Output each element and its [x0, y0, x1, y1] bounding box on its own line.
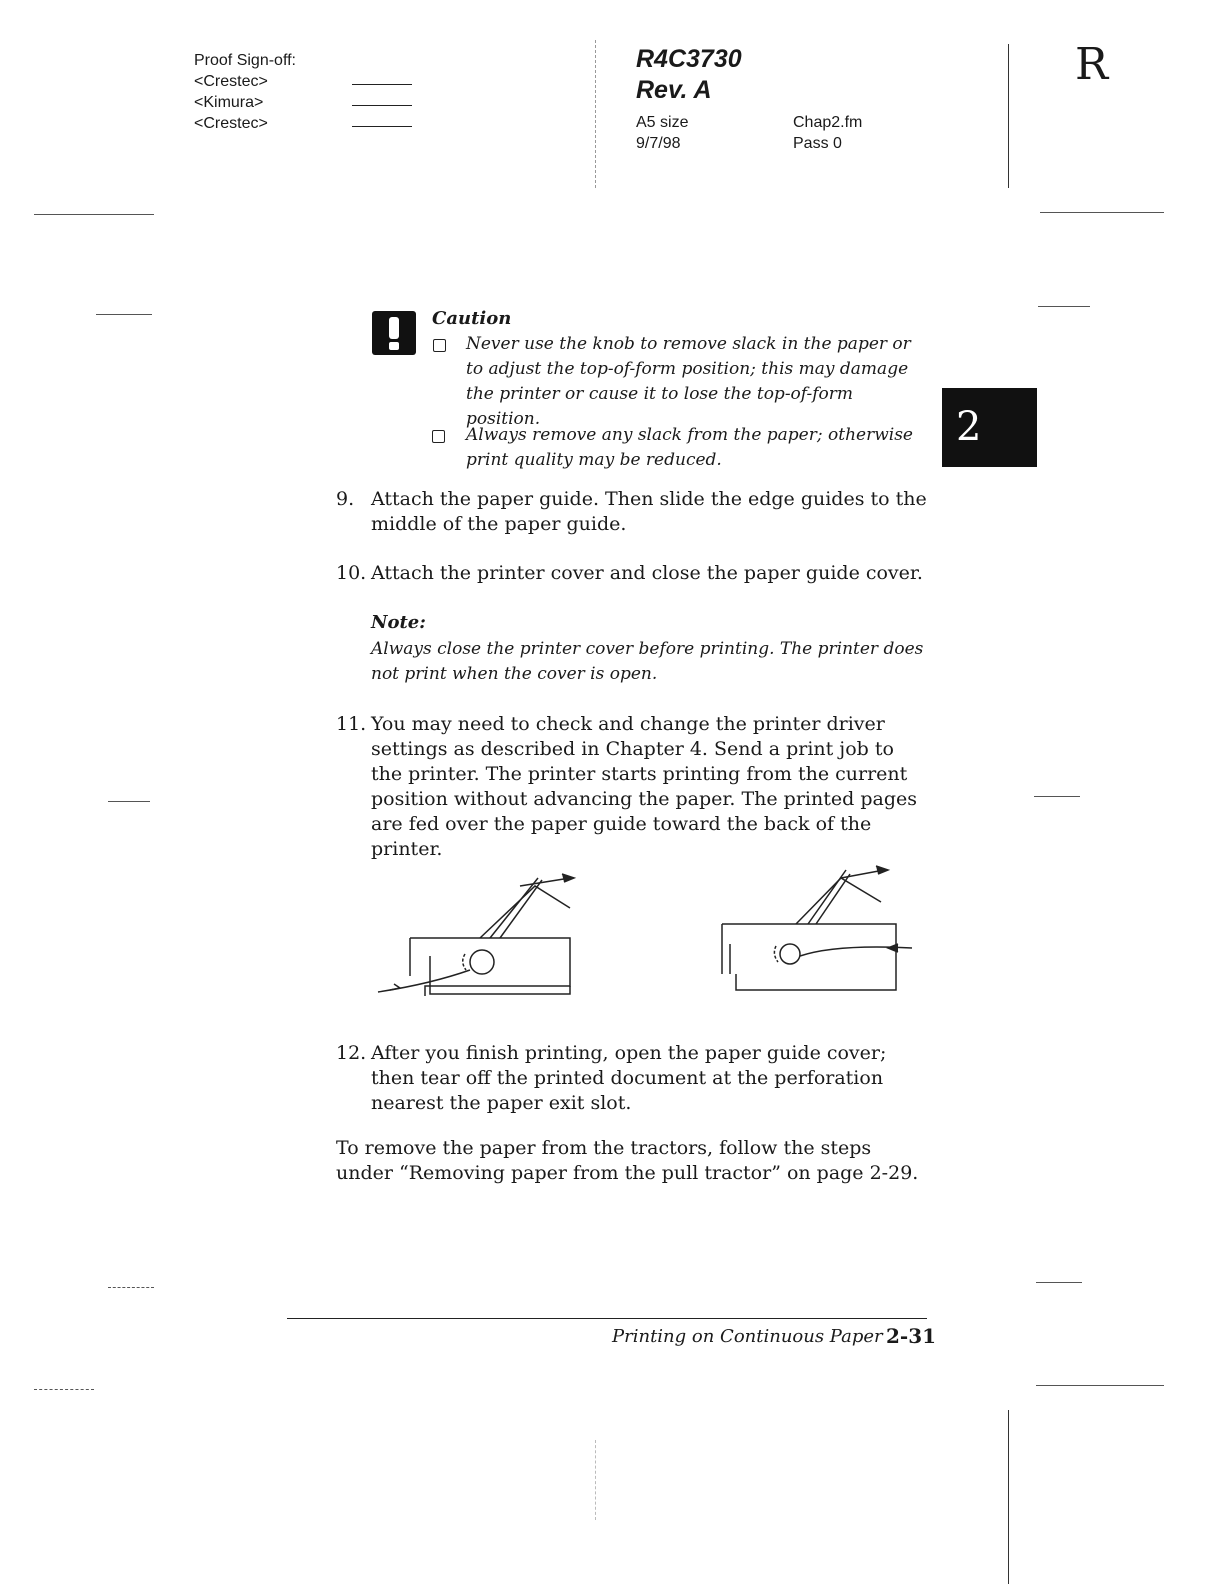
- checkbox-bullet-icon: [432, 430, 445, 443]
- crop-mark: [595, 40, 596, 188]
- crop-mark: [595, 1440, 596, 1520]
- crop-mark: [1008, 1410, 1009, 1584]
- step-text: Attach the paper guide. Then slide the edge guides to the middle of the paper guide.: [371, 488, 927, 535]
- chapter-tab: 2: [942, 388, 1037, 467]
- revision: Rev. A: [636, 76, 712, 104]
- step-number: 12.: [336, 1042, 367, 1064]
- proof-signoff: [194, 50, 296, 134]
- checkbox-bullet-icon: [433, 339, 446, 352]
- doc-code-block: [636, 44, 742, 106]
- size-label: A5 size: [636, 114, 689, 131]
- crop-mark: [1036, 1282, 1082, 1283]
- note-text: Always close the printer cover before printing. The printer does not print when the cover is open.: [371, 639, 924, 684]
- signoff-line-2: [352, 105, 412, 106]
- signoff-line-3: [352, 126, 412, 127]
- crop-mark: [34, 1389, 94, 1390]
- crop-mark: [108, 1287, 154, 1288]
- corner-letter: R: [1075, 39, 1109, 90]
- step-number: 10.: [336, 562, 367, 584]
- note-title: Note:: [371, 612, 426, 633]
- crop-mark: [1034, 796, 1080, 797]
- signoff-line-1: [352, 84, 412, 85]
- closing-paragraph: To remove the paper from the tractors, follow the steps under “Removing paper from the pull tractor” on page 2-29.: [336, 1137, 919, 1184]
- step-text: Attach the printer cover and close the paper guide cover.: [371, 562, 923, 584]
- size-date: [636, 112, 688, 154]
- proof-label: Proof Sign-off:: [194, 52, 296, 69]
- printer-paper-path-illustration-2: [716, 864, 916, 996]
- crop-mark: [96, 314, 152, 315]
- signoff-3: <Crestec>: [194, 115, 268, 132]
- caution-title: Caution: [432, 308, 512, 329]
- footer-rule: [287, 1318, 927, 1319]
- step-text: After you finish printing, open the paper guide cover; then tear off the printed document at the perforation nearest the paper exit slot.: [371, 1042, 887, 1114]
- crop-mark: [1038, 306, 1090, 307]
- pass-label: Pass 0: [793, 135, 842, 152]
- step-number: 11.: [336, 713, 367, 735]
- crop-mark: [108, 801, 150, 802]
- doc-code: R4C3730: [636, 45, 742, 73]
- caution-item-1: Never use the knob to remove slack in the paper or to adjust the top-of-form position; this may damage the printer or cause it to lose the top-of-form position.: [466, 334, 911, 429]
- file-label: Chap2.fm: [793, 114, 863, 131]
- caution-item-2: Always remove any slack from the paper; otherwise print quality may be reduced.: [466, 425, 913, 470]
- step-number: 9.: [336, 488, 355, 510]
- signoff-1: <Crestec>: [194, 73, 268, 90]
- crop-mark: [1040, 212, 1164, 213]
- date-label: 9/7/98: [636, 135, 681, 152]
- crop-mark: [1036, 1385, 1164, 1386]
- file-pass: [793, 112, 862, 154]
- footer-title: Printing on Continuous Paper: [612, 1326, 883, 1347]
- crop-mark: [34, 214, 154, 215]
- page-number: 2-31: [886, 1324, 937, 1348]
- printer-paper-path-illustration-1: [370, 866, 590, 998]
- caution-icon: [372, 311, 416, 355]
- crop-mark: [1008, 44, 1009, 188]
- step-text: You may need to check and change the printer driver settings as described in Chapter 4. Send a print job to the printer. The printer starts printing from the current position without advancing the paper. The printed pages are fed over the paper guide toward the back of the printer.: [371, 713, 917, 860]
- signoff-2: <Kimura>: [194, 94, 264, 111]
